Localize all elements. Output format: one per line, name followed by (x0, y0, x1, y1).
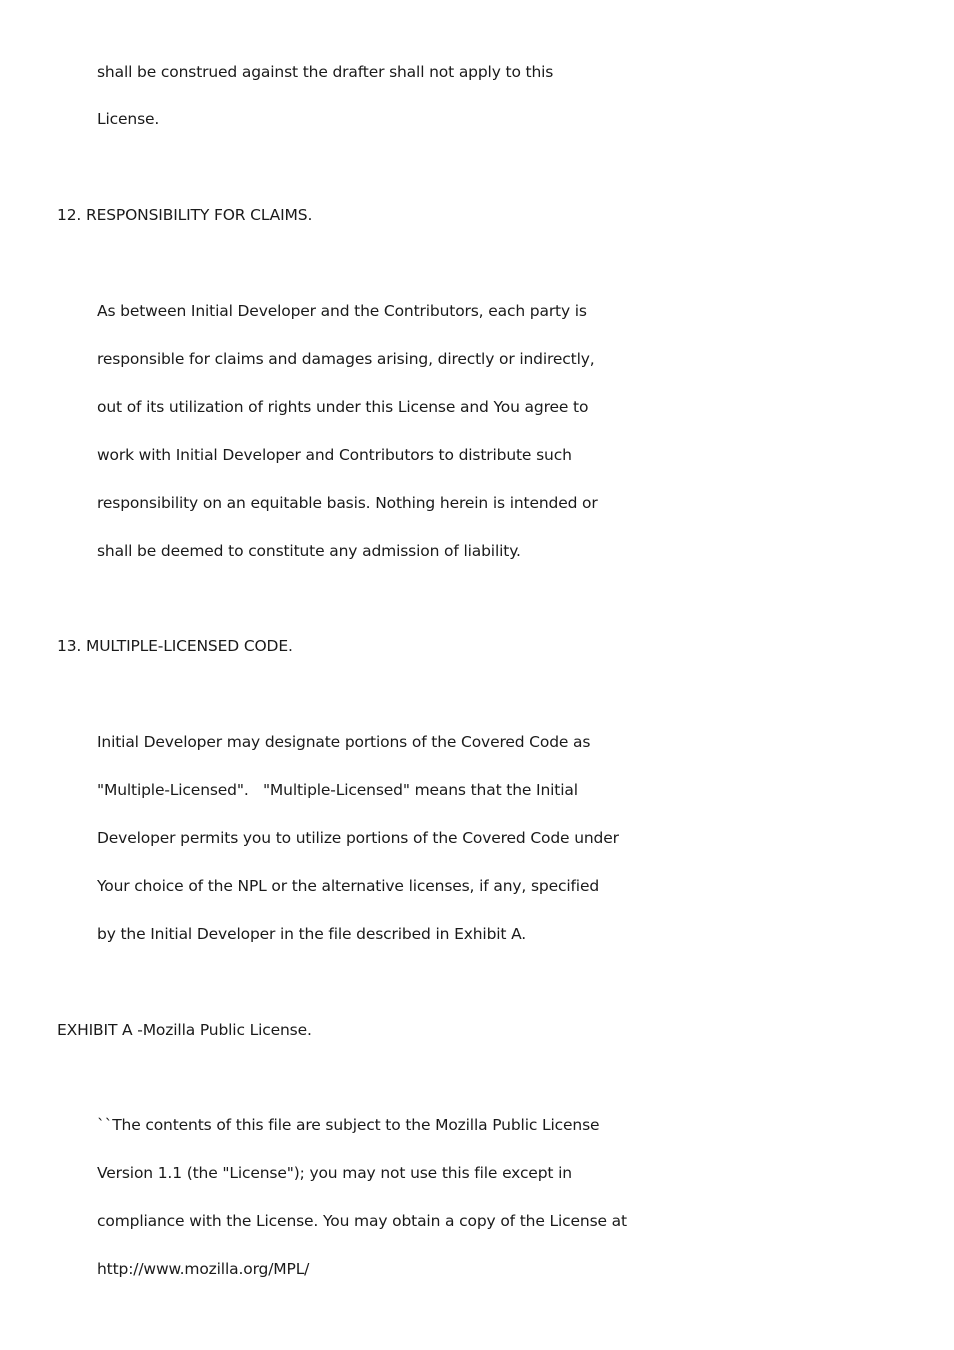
paragraph-line: responsible for claims and damages arising, directly or indirectly, (97, 350, 595, 368)
paragraph-line: shall be deemed to constitute any admission of liability. (97, 542, 521, 560)
exhibit-a-heading: EXHIBIT A -Mozilla Public License. (57, 1021, 312, 1039)
paragraph-line: Your choice of the NPL or the alternative licenses, if any, specified (97, 877, 600, 895)
paragraph-line: shall be construed against the drafter shall not apply to this (97, 63, 554, 81)
paragraph-line: out of its utilization of rights under this License and You agree to (97, 398, 589, 416)
paragraph-line: by the Initial Developer in the file described in Exhibit A. (97, 925, 527, 943)
section-heading-13: 13. MULTIPLE-LICENSED CODE. (57, 637, 293, 655)
paragraph-line: "Multiple-Licensed". "Multiple-Licensed" means that the Initial (97, 781, 578, 799)
section-heading-12: 12. RESPONSIBILITY FOR CLAIMS. (57, 206, 313, 224)
paragraph-line: Initial Developer may designate portions of the Covered Code as (97, 733, 591, 751)
paragraph-line: Developer permits you to utilize portions of the Covered Code under (97, 829, 619, 847)
license-url-text: http://www.mozilla.org/MPL/ (97, 1260, 310, 1278)
paragraph-line: As between Initial Developer and the Contributors, each party is (97, 302, 587, 320)
paragraph-line: Version 1.1 (the "License"); you may not use this file except in (97, 1164, 572, 1182)
paragraph-line: License. (97, 110, 160, 128)
paragraph-line: compliance with the License. You may obtain a copy of the License at (97, 1212, 627, 1230)
paragraph-line: work with Initial Developer and Contributors to distribute such (97, 446, 572, 464)
paragraph-line: ``The contents of this file are subject to the Mozilla Public License (97, 1116, 600, 1134)
paragraph-line: responsibility on an equitable basis. Nothing herein is intended or (97, 494, 598, 512)
